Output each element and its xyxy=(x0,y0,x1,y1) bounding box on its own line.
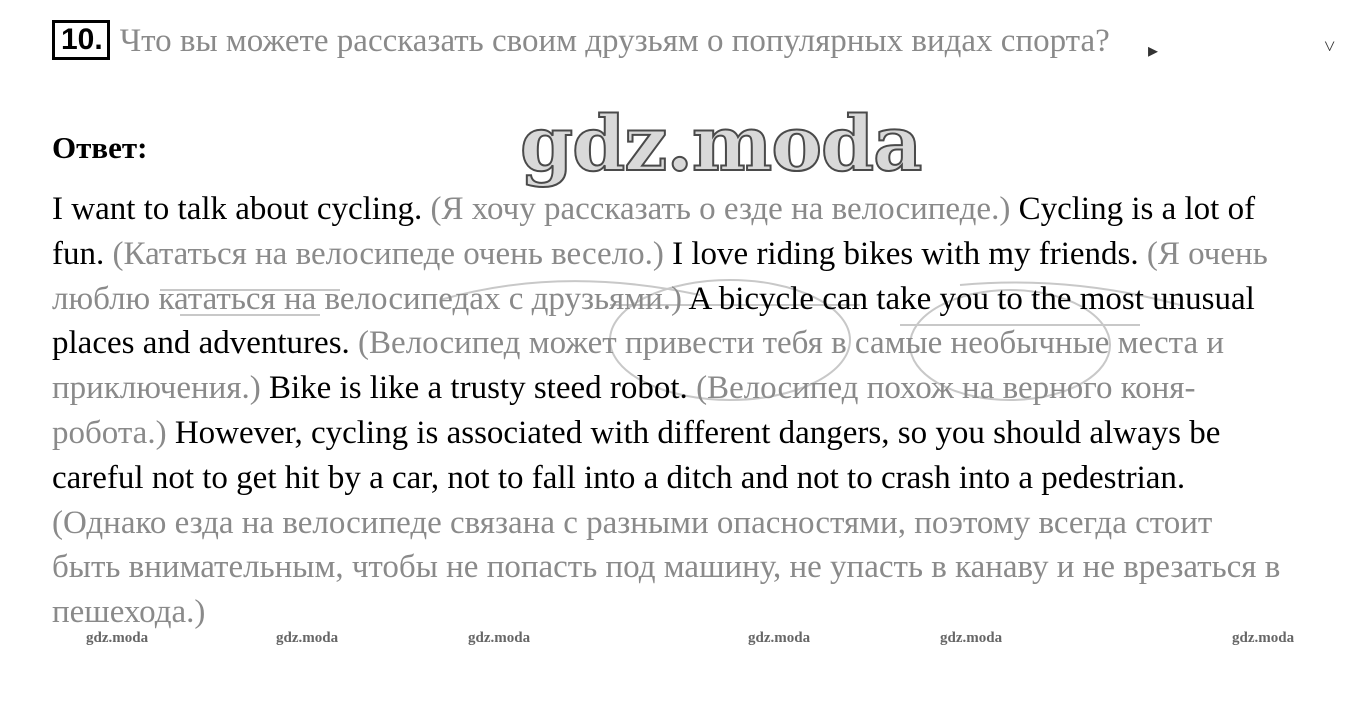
answer-ru-3: (Я очень люблю кататься на велосипедах с друзьями.) xyxy=(52,235,1268,317)
corner-mark: ˅ xyxy=(1324,36,1336,58)
answer-en-4: A bicycle can take you to the most unusual places and adventures. xyxy=(52,280,1255,362)
small-watermark: gdz.moda xyxy=(940,630,1003,646)
answer-en-5: Bike is like a trusty steed robot. xyxy=(268,370,688,407)
answer-en-1: I want to talk about cycling. xyxy=(52,191,423,227)
small-watermark: gdz.moda xyxy=(86,630,149,646)
watermark-logo: gdz.moda xyxy=(520,99,922,188)
small-watermark: gdz.moda xyxy=(468,630,531,646)
answer-en-2: Cycling is a lot of fun. xyxy=(52,191,1256,272)
task-question: Что вы можете рассказать своим друзьям о популярных видах спорта? xyxy=(119,23,1110,59)
small-watermark: gdz.moda xyxy=(1232,630,1295,646)
corner-mark: ▸ xyxy=(1148,40,1159,62)
answer-ru-5: (Велосипед похож на верного коня-робота.) xyxy=(52,370,1196,451)
small-watermark: gdz.moda xyxy=(748,630,811,646)
answer-ru-4: (Велосипед может привести тебя в самые необычные места и приключения.) xyxy=(52,325,1225,407)
small-watermark: gdz.moda xyxy=(276,630,339,646)
answer-ru-6: (Однако езда на велосипеде связана с разными опасностями, поэтому всегда стоит быть внимательным, чтобы не попасть под машину, не упасть в канаву и не врезаться в пешехода.) xyxy=(52,504,1281,631)
answer-ru-2: (Кататься на велосипеде очень весело.) xyxy=(112,235,664,272)
answer-en-6: However, cycling is associated with different dangers, so you should always be careful not to get hit by a car, not to fall into a ditch and not to crash into a pedestrian. xyxy=(52,414,1221,496)
answer-text xyxy=(52,187,1287,635)
answer-ru-1: (Я хочу рассказать о езде на велосипеде.) xyxy=(430,191,1011,227)
answer-en-3: I love riding bikes with my friends. xyxy=(672,235,1139,272)
answer-label: Ответ: xyxy=(52,130,148,165)
task-heading xyxy=(52,18,1312,64)
task-number: 10. xyxy=(52,20,110,60)
